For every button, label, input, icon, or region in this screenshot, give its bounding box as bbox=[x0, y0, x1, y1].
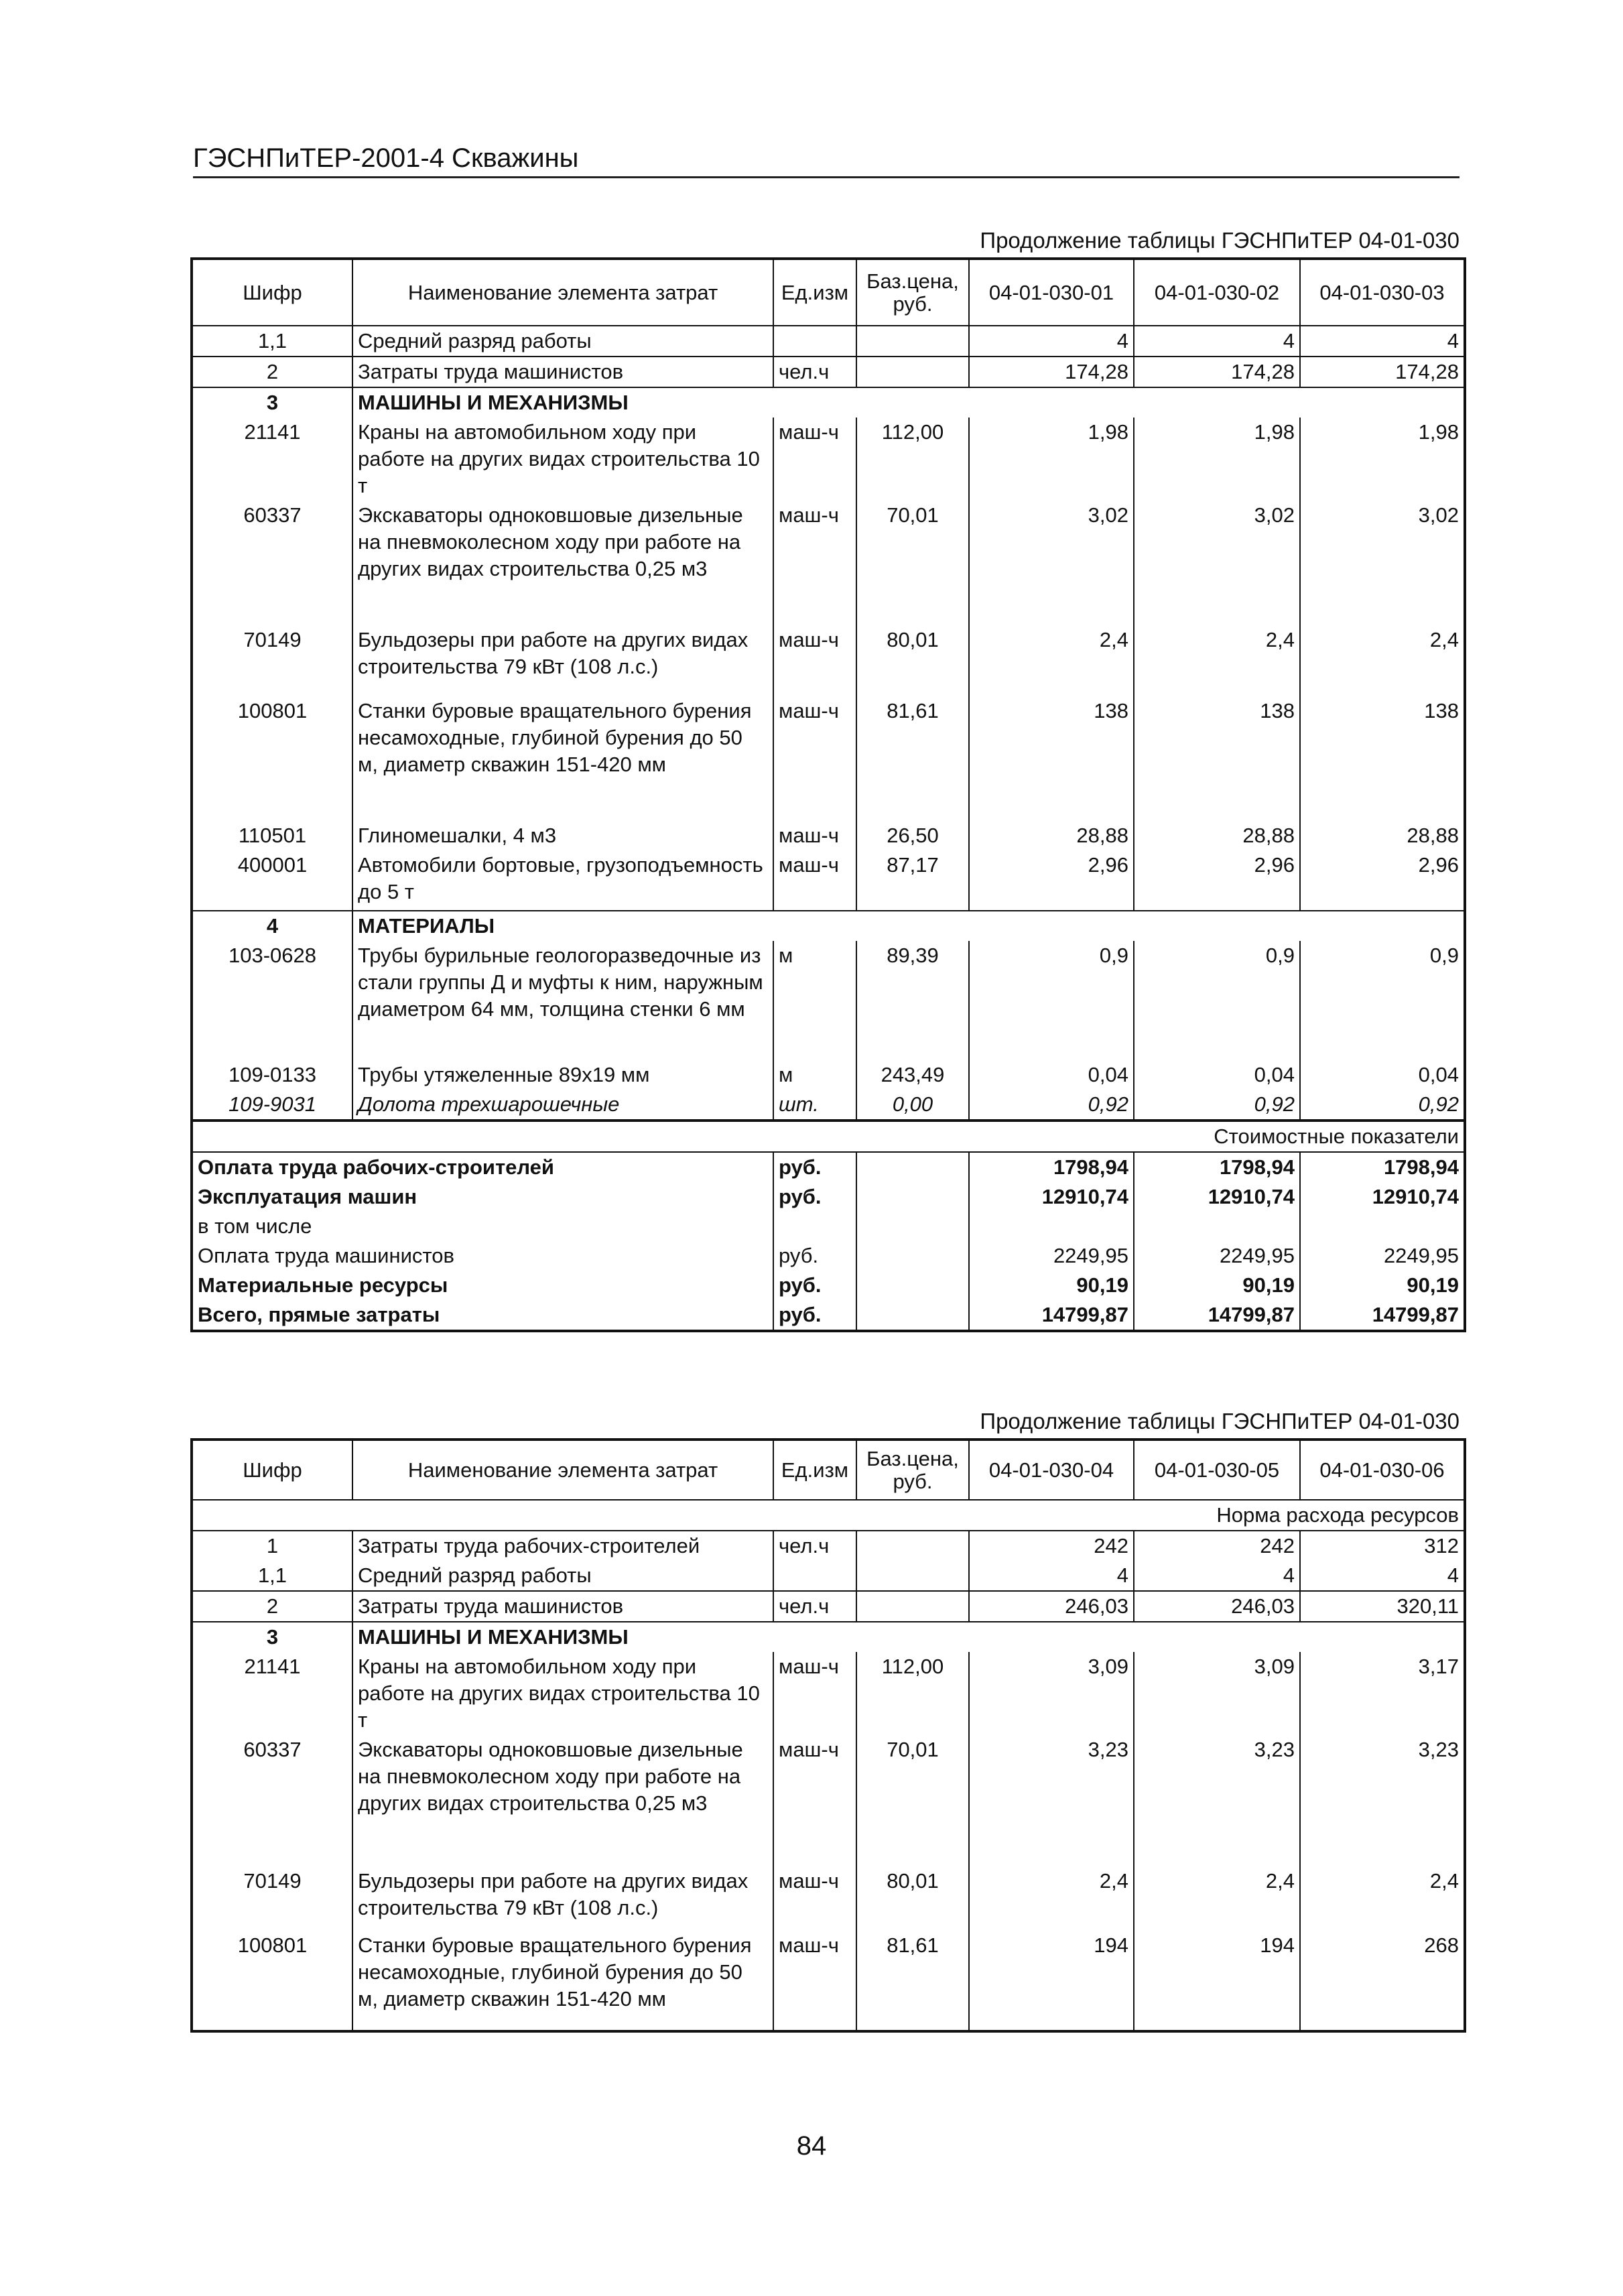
row-value-1: 246,03 bbox=[969, 1591, 1134, 1622]
row-value-2: 2,96 bbox=[1134, 850, 1300, 911]
column-header-name: Наименование элемента затрат bbox=[352, 259, 773, 326]
row-value-3: 320,11 bbox=[1300, 1591, 1465, 1622]
resource-table-2 bbox=[190, 1438, 1466, 2033]
row-price: 80,01 bbox=[856, 625, 969, 696]
cost-value-3: 14799,87 bbox=[1300, 1300, 1465, 1331]
cost-indicators-banner: Стоимостные показатели bbox=[192, 1121, 1465, 1152]
cost-row-unit: руб. bbox=[773, 1152, 856, 1182]
row-name: Средний разряд работы bbox=[352, 326, 773, 357]
cost-value-1: 2249,95 bbox=[969, 1241, 1134, 1271]
row-unit: маш-ч bbox=[773, 1866, 856, 1931]
row-value-3: 0,04 bbox=[1300, 1060, 1465, 1090]
table-row bbox=[192, 1866, 1465, 1931]
section-title: МАШИНЫ И МЕХАНИЗМЫ bbox=[352, 1622, 1465, 1652]
row-value-1: 242 bbox=[969, 1531, 1134, 1561]
row-value-3: 1,98 bbox=[1300, 418, 1465, 501]
column-header-code: Шифр bbox=[192, 259, 352, 326]
row-value-2: 246,03 bbox=[1134, 1591, 1300, 1622]
row-value-3: 3,17 bbox=[1300, 1652, 1465, 1735]
row-code: 2 bbox=[192, 1591, 352, 1622]
row-value-1: 194 bbox=[969, 1931, 1134, 2031]
table-row bbox=[192, 1735, 1465, 1866]
row-unit: маш-ч bbox=[773, 696, 856, 821]
row-name: Станки буровые вращательного бурения несамоходные, глубиной бурения до 50 м, диаметр скважин 151-420 мм bbox=[352, 1931, 773, 2031]
table-row bbox=[192, 696, 1465, 821]
row-value-1: 4 bbox=[969, 1561, 1134, 1591]
row-value-2: 138 bbox=[1134, 696, 1300, 821]
row-unit: маш-ч bbox=[773, 418, 856, 501]
row-value-1: 28,88 bbox=[969, 821, 1134, 850]
column-header-unit: Ед.изм bbox=[773, 259, 856, 326]
table1-header-row bbox=[192, 259, 1465, 326]
row-unit: м bbox=[773, 1060, 856, 1090]
row-name: Экскаваторы одноковшовые дизельные на пневмоколесном ходу при работе на других видах строительства 0,25 м3 bbox=[352, 1735, 773, 1866]
column-header-unit: Ед.изм bbox=[773, 1440, 856, 1500]
cost-row bbox=[192, 1241, 1465, 1271]
row-value-3: 4 bbox=[1300, 326, 1465, 357]
resource-table-1 bbox=[190, 257, 1466, 1332]
row-value-2: 4 bbox=[1134, 326, 1300, 357]
row-unit: м bbox=[773, 941, 856, 1060]
column-header-variant-2: 04-01-030-02 bbox=[1134, 259, 1300, 326]
row-unit: чел.ч bbox=[773, 357, 856, 387]
row-value-2: 28,88 bbox=[1134, 821, 1300, 850]
section-row bbox=[192, 911, 1465, 941]
table-row bbox=[192, 821, 1465, 850]
row-code: 110501 bbox=[238, 824, 307, 847]
row-value-2: 3,09 bbox=[1134, 1652, 1300, 1735]
row-name: Бульдозеры при работе на других видах строительства 79 кВт (108 л.с.) bbox=[352, 1866, 773, 1931]
row-name: Средний разряд работы bbox=[352, 1561, 773, 1591]
cost-row bbox=[192, 1300, 1465, 1331]
row-value-2: 2,4 bbox=[1134, 1866, 1300, 1931]
row-code: 103-0628 bbox=[228, 944, 316, 967]
row-code: 21141 bbox=[244, 420, 301, 444]
row-unit: чел.ч bbox=[773, 1531, 856, 1561]
row-code: 109-0133 bbox=[228, 1063, 316, 1086]
row-value-3: 312 bbox=[1300, 1531, 1465, 1561]
column-header-variant-3: 04-01-030-03 bbox=[1300, 259, 1465, 326]
column-header-variant-5: 04-01-030-05 bbox=[1134, 1440, 1300, 1500]
table-row bbox=[192, 625, 1465, 696]
cost-row-unit: руб. bbox=[773, 1182, 856, 1212]
row-value-1: 174,28 bbox=[969, 357, 1134, 387]
cost-value-3: 12910,74 bbox=[1300, 1182, 1465, 1212]
row-value-2: 242 bbox=[1134, 1531, 1300, 1561]
table-row bbox=[192, 941, 1465, 1060]
row-price: 243,49 bbox=[856, 1060, 969, 1090]
row-value-3: 2,4 bbox=[1300, 1866, 1465, 1931]
row-value-1: 0,04 bbox=[969, 1060, 1134, 1090]
table2-header-row bbox=[192, 1440, 1465, 1500]
row-name: Трубы утяжеленные 89х19 мм bbox=[352, 1060, 773, 1090]
row-value-1: 3,09 bbox=[969, 1652, 1134, 1735]
row-name: Трубы бурильные геологоразведочные из стали группы Д и муфты к ним, наружным диаметром 64 мм, толщина стенки 6 мм bbox=[352, 941, 773, 1060]
column-header-variant-6: 04-01-030-06 bbox=[1300, 1440, 1465, 1500]
row-value-3: 4 bbox=[1300, 1561, 1465, 1591]
cost-row-price bbox=[856, 1241, 969, 1271]
row-price bbox=[856, 1531, 969, 1561]
norm-banner: Норма расхода ресурсов bbox=[192, 1500, 1465, 1531]
row-value-1: 0,9 bbox=[969, 941, 1134, 1060]
row-value-1: 3,02 bbox=[969, 501, 1134, 625]
row-price: 112,00 bbox=[856, 1652, 969, 1735]
row-value-3: 3,02 bbox=[1300, 501, 1465, 625]
row-unit: маш-ч bbox=[773, 1931, 856, 2031]
table-row bbox=[192, 1090, 1465, 1121]
row-value-1: 0,92 bbox=[969, 1090, 1134, 1121]
row-value-2: 0,92 bbox=[1134, 1090, 1300, 1121]
row-name: Краны на автомобильном ходу при работе на других видах строительства 10 т bbox=[352, 418, 773, 501]
row-unit bbox=[773, 326, 856, 357]
row-price: 80,01 bbox=[856, 1866, 969, 1931]
cost-row-price bbox=[856, 1271, 969, 1300]
cost-row-unit: руб. bbox=[773, 1241, 856, 1271]
cost-value-2: 14799,87 bbox=[1134, 1300, 1300, 1331]
cost-row-unit: руб. bbox=[773, 1300, 856, 1331]
cost-row-price bbox=[856, 1300, 969, 1331]
row-name: Автомобили бортовые, грузоподъемность до 5 т bbox=[352, 850, 773, 911]
cost-value-2: 2249,95 bbox=[1134, 1241, 1300, 1271]
cost-value-1: 14799,87 bbox=[969, 1300, 1134, 1331]
section-row bbox=[192, 387, 1465, 418]
cost-value-2 bbox=[1134, 1212, 1300, 1241]
column-header-price: Баз.цена, руб. bbox=[856, 259, 969, 326]
cost-row-unit bbox=[773, 1212, 856, 1241]
section-row bbox=[192, 1622, 1465, 1652]
page-header: ГЭСНПиТЕР-2001-4 Скважины bbox=[193, 143, 1459, 178]
table-row bbox=[192, 850, 1465, 911]
row-price: 70,01 bbox=[856, 501, 969, 625]
cost-value-2: 12910,74 bbox=[1134, 1182, 1300, 1212]
cost-value-1 bbox=[969, 1212, 1134, 1241]
cost-row-name: Эксплуатация машин bbox=[198, 1185, 417, 1208]
cost-value-1: 1798,94 bbox=[969, 1152, 1134, 1182]
row-unit: маш-ч bbox=[773, 501, 856, 625]
row-name: Затраты труда машинистов bbox=[352, 1591, 773, 1622]
row-value-3: 3,23 bbox=[1300, 1735, 1465, 1866]
row-unit: маш-ч bbox=[773, 850, 856, 911]
cost-value-3 bbox=[1300, 1212, 1465, 1241]
row-unit: маш-ч bbox=[773, 821, 856, 850]
cost-row-name: Оплата труда рабочих-строителей bbox=[198, 1155, 554, 1179]
table-row bbox=[192, 1591, 1465, 1622]
row-price bbox=[856, 357, 969, 387]
row-value-1: 4 bbox=[969, 326, 1134, 357]
row-value-1: 2,96 bbox=[969, 850, 1134, 911]
row-value-2: 4 bbox=[1134, 1561, 1300, 1591]
row-value-3: 2,4 bbox=[1300, 625, 1465, 696]
row-value-1: 3,23 bbox=[969, 1735, 1134, 1866]
cost-row bbox=[192, 1212, 1465, 1241]
cost-row bbox=[192, 1152, 1465, 1182]
row-name: Бульдозеры при работе на других видах строительства 79 кВт (108 л.с.) bbox=[352, 625, 773, 696]
row-name: Долота трехшарошечные bbox=[352, 1090, 773, 1121]
row-value-1: 138 bbox=[969, 696, 1134, 821]
cost-row-price bbox=[856, 1212, 969, 1241]
row-code: 100801 bbox=[237, 1933, 308, 1957]
row-price: 112,00 bbox=[856, 418, 969, 501]
table1-caption: Продолжение таблицы ГЭСНПиТЕР 04-01-030 bbox=[980, 228, 1459, 253]
cost-row-name: Всего, прямые затраты bbox=[198, 1303, 440, 1326]
cost-row-unit: руб. bbox=[773, 1271, 856, 1300]
cost-row-price bbox=[856, 1182, 969, 1212]
table-row bbox=[192, 1931, 1465, 2031]
section-code: 3 bbox=[192, 1622, 352, 1652]
row-value-1: 2,4 bbox=[969, 625, 1134, 696]
row-unit bbox=[773, 1561, 856, 1591]
row-value-3: 2,96 bbox=[1300, 850, 1465, 911]
row-unit: маш-ч bbox=[773, 1652, 856, 1735]
row-value-2: 3,02 bbox=[1134, 501, 1300, 625]
row-value-3: 268 bbox=[1300, 1931, 1465, 2031]
cost-row bbox=[192, 1271, 1465, 1300]
row-unit: маш-ч bbox=[773, 1735, 856, 1866]
column-header-variant-1: 04-01-030-01 bbox=[969, 259, 1134, 326]
cost-value-3: 90,19 bbox=[1300, 1271, 1465, 1300]
row-value-2: 0,9 bbox=[1134, 941, 1300, 1060]
section-code: 4 bbox=[192, 911, 352, 941]
row-code: 21141 bbox=[244, 1655, 301, 1678]
cost-row bbox=[192, 1182, 1465, 1212]
row-name: Затраты труда рабочих-строителей bbox=[352, 1531, 773, 1561]
row-value-3: 28,88 bbox=[1300, 821, 1465, 850]
row-price: 26,50 bbox=[856, 821, 969, 850]
row-price: 89,39 bbox=[856, 941, 969, 1060]
cost-row-name: Материальные ресурсы bbox=[198, 1273, 448, 1297]
row-price: 81,61 bbox=[856, 696, 969, 821]
cost-row-name: в том числе bbox=[198, 1214, 312, 1238]
cost-value-2: 90,19 bbox=[1134, 1271, 1300, 1300]
row-value-2: 0,04 bbox=[1134, 1060, 1300, 1090]
table-row bbox=[192, 418, 1465, 501]
row-code: 1 bbox=[192, 1531, 352, 1561]
page-number: 84 bbox=[796, 2131, 827, 2161]
row-code: 1,1 bbox=[257, 1564, 287, 1587]
table-row bbox=[192, 357, 1465, 387]
cost-row-name: Оплата труда машинистов bbox=[198, 1244, 454, 1267]
row-value-2: 1,98 bbox=[1134, 418, 1300, 501]
column-header-variant-4: 04-01-030-04 bbox=[969, 1440, 1134, 1500]
row-price bbox=[856, 1591, 969, 1622]
cost-value-1: 90,19 bbox=[969, 1271, 1134, 1300]
cost-row-price bbox=[856, 1152, 969, 1182]
row-name: Затраты труда машинистов bbox=[352, 357, 773, 387]
row-value-1: 1,98 bbox=[969, 418, 1134, 501]
row-value-3: 0,92 bbox=[1300, 1090, 1465, 1121]
table-row bbox=[192, 1531, 1465, 1561]
row-code: 60337 bbox=[243, 1738, 302, 1761]
row-value-3: 0,9 bbox=[1300, 941, 1465, 1060]
norm-banner-row bbox=[192, 1500, 1465, 1531]
row-value-2: 3,23 bbox=[1134, 1735, 1300, 1866]
column-header-name: Наименование элемента затрат bbox=[352, 1440, 773, 1500]
cost-value-3: 2249,95 bbox=[1300, 1241, 1465, 1271]
row-code: 70149 bbox=[243, 628, 302, 651]
row-unit: шт. bbox=[773, 1090, 856, 1121]
table-row bbox=[192, 1060, 1465, 1090]
section-code: 3 bbox=[192, 387, 352, 418]
row-value-2: 2,4 bbox=[1134, 625, 1300, 696]
cost-value-2: 1798,94 bbox=[1134, 1152, 1300, 1182]
row-value-3: 138 bbox=[1300, 696, 1465, 821]
row-value-1: 2,4 bbox=[969, 1866, 1134, 1931]
row-name: Станки буровые вращательного бурения несамоходные, глубиной бурения до 50 м, диаметр скважин 151-420 мм bbox=[352, 696, 773, 821]
row-code: 2 bbox=[192, 357, 352, 387]
section-title: МАШИНЫ И МЕХАНИЗМЫ bbox=[352, 387, 1465, 418]
section-title: МАТЕРИАЛЫ bbox=[352, 911, 1465, 941]
row-code: 109-9031 bbox=[228, 1092, 316, 1116]
row-price: 70,01 bbox=[856, 1735, 969, 1866]
cost-value-3: 1798,94 bbox=[1300, 1152, 1465, 1182]
row-value-3: 174,28 bbox=[1300, 357, 1465, 387]
row-code: 1,1 bbox=[192, 326, 352, 357]
table-row bbox=[192, 1561, 1465, 1591]
row-name: Краны на автомобильном ходу при работе на других видах строительства 10 т bbox=[352, 1652, 773, 1735]
column-header-price: Баз.цена, руб. bbox=[856, 1440, 969, 1500]
row-price bbox=[856, 326, 969, 357]
row-name: Глиномешалки, 4 м3 bbox=[352, 821, 773, 850]
row-unit: маш-ч bbox=[773, 625, 856, 696]
cost-value-1: 12910,74 bbox=[969, 1182, 1134, 1212]
table2-caption: Продолжение таблицы ГЭСНПиТЕР 04-01-030 bbox=[980, 1409, 1459, 1433]
row-price bbox=[856, 1561, 969, 1591]
row-price: 0,00 bbox=[856, 1090, 969, 1121]
table-row bbox=[192, 501, 1465, 625]
row-code: 70149 bbox=[243, 1869, 302, 1893]
row-value-2: 174,28 bbox=[1134, 357, 1300, 387]
row-price: 81,61 bbox=[856, 1931, 969, 2031]
table-row bbox=[192, 326, 1465, 357]
row-value-2: 194 bbox=[1134, 1931, 1300, 2031]
row-code: 60337 bbox=[243, 503, 302, 527]
table-row bbox=[192, 1652, 1465, 1735]
row-code: 100801 bbox=[237, 699, 308, 722]
row-unit: чел.ч bbox=[773, 1591, 856, 1622]
row-code: 400001 bbox=[237, 853, 308, 877]
column-header-code: Шифр bbox=[192, 1440, 352, 1500]
cost-indicators-banner-row bbox=[192, 1121, 1465, 1152]
row-name: Экскаваторы одноковшовые дизельные на пневмоколесном ходу при работе на других видах строительства 0,25 м3 bbox=[352, 501, 773, 625]
row-price: 87,17 bbox=[856, 850, 969, 911]
